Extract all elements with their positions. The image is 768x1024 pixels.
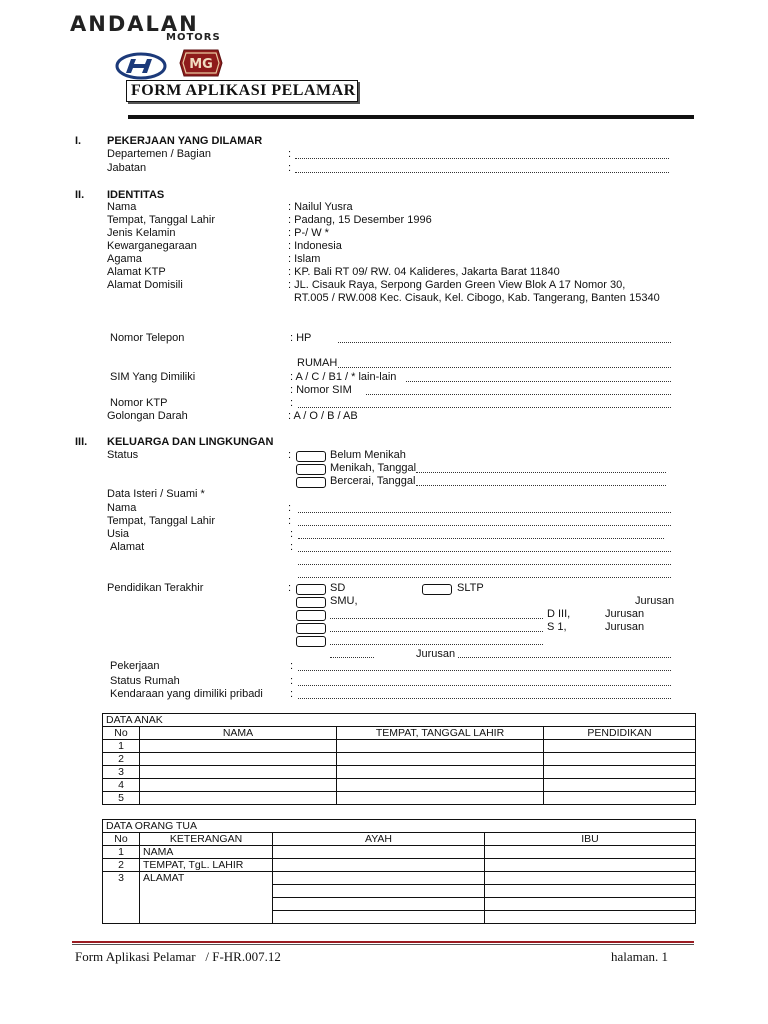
agama-value: : Islam — [288, 253, 321, 265]
pekerjaan-field[interactable] — [298, 670, 671, 671]
data-anak-nama-cell[interactable] — [140, 766, 337, 779]
isteri-suami-label: Data Isteri / Suami * — [107, 488, 205, 500]
kendaraan-colon: : — [290, 688, 294, 700]
data-anak-header-row — [103, 727, 696, 740]
data-anak-ttl-cell[interactable] — [337, 740, 544, 753]
pendidikan-lain-checkbox[interactable] — [296, 636, 326, 647]
table-row — [103, 779, 696, 792]
data-ortu-ibu-cell[interactable] — [485, 872, 696, 885]
data-ortu-ayah-cell[interactable] — [273, 859, 485, 872]
data-anak-ttl-cell[interactable] — [337, 753, 544, 766]
status-bercerai-checkbox[interactable] — [296, 477, 326, 488]
data-anak-no: 1 — [103, 740, 140, 753]
data-anak-ttl-cell[interactable] — [337, 779, 544, 792]
pendidikan-lain-field[interactable] — [330, 644, 543, 645]
telepon-label: Nomor Telepon — [110, 332, 185, 344]
status-rumah-field[interactable] — [298, 685, 671, 686]
pasangan-usia-label: Usia — [107, 528, 130, 540]
data-anak-pendidikan-cell[interactable] — [544, 792, 696, 805]
andalan-logo-text: ANDALAN — [70, 12, 199, 36]
data-anak-pendidikan-cell[interactable] — [544, 779, 696, 792]
pendidikan-d3-field[interactable] — [330, 618, 543, 619]
alamat-ktp-value: : KP. Bali RT 09/ RW. 04 Kalideres, Jakarta Barat 11840 — [288, 266, 560, 278]
kendaraan-label: Kendaraan yang dimiliki pribadi — [110, 688, 263, 700]
pasangan-alamat-field-3[interactable] — [298, 577, 671, 578]
departemen-colon: : — [288, 148, 292, 160]
table-row — [103, 740, 696, 753]
status-bercerai-label: Bercerai, Tanggal — [330, 475, 416, 487]
golongan-darah-label: Golongan Darah — [107, 410, 188, 422]
status-bercerai-date-field[interactable] — [416, 485, 666, 486]
status-belum-menikah-label: Belum Menikah — [330, 449, 406, 461]
telepon-rumah-field[interactable] — [338, 367, 671, 368]
data-anak-header-nama: NAMA — [140, 727, 337, 740]
data-ortu-ibu-cell[interactable] — [485, 911, 696, 924]
section1-title: PEKERJAAN YANG DILAMAR — [107, 135, 263, 147]
pendidikan-s1-jurusan: Jurusan — [605, 621, 645, 633]
pendidikan-d3-jurusan: Jurusan — [605, 608, 645, 620]
table-row — [103, 753, 696, 766]
data-ortu-title-row — [103, 820, 696, 833]
sim-label: SIM Yang Dimiliki — [110, 371, 196, 383]
pendidikan-s1-field[interactable] — [330, 631, 543, 632]
footer-form-code: Form Aplikasi Pelamar / F-HR.007.12 — [75, 949, 281, 964]
jabatan-colon: : — [288, 162, 292, 174]
telepon-rumah-label: RUMAH — [297, 357, 338, 369]
section3-title: KELUARGA DAN LINGKUNGAN — [107, 436, 274, 448]
pasangan-alamat-label: Alamat — [110, 541, 145, 553]
section2-number: II. — [75, 189, 85, 201]
pasangan-alamat-colon: : — [290, 541, 294, 553]
table-row — [103, 872, 696, 885]
footer-rule-red — [72, 941, 694, 943]
data-anak-pendidikan-cell[interactable] — [544, 740, 696, 753]
footer-rule-dark — [72, 944, 694, 945]
data-ortu-ayah-cell[interactable] — [273, 872, 485, 885]
pasangan-nama-label: Nama — [107, 502, 137, 514]
data-anak-table — [102, 713, 696, 805]
alamat-domisili-label: Alamat Domisili — [107, 279, 183, 291]
data-ortu-keterangan: TEMPAT, TgL. LAHIR — [140, 859, 273, 872]
pendidikan-sltp-label: SLTP — [457, 582, 484, 594]
pendidikan-lain-jurusan-field[interactable] — [458, 657, 671, 658]
data-anak-header-no: No — [103, 727, 140, 740]
data-anak-pendidikan-cell[interactable] — [544, 766, 696, 779]
pendidikan-label: Pendidikan Terakhir — [107, 582, 204, 594]
table-row — [103, 859, 696, 872]
form-title-text: FORM APLIKASI PELAMAR — [131, 82, 356, 99]
ttl-value: : Padang, 15 Desember 1996 — [288, 214, 432, 226]
pendidikan-sd-label: SD — [330, 582, 346, 594]
data-ortu-header-ayah: AYAH — [273, 833, 485, 846]
telepon-hp-field[interactable] — [338, 342, 671, 343]
status-belum-menikah-checkbox[interactable] — [296, 451, 326, 462]
data-anak-no: 3 — [103, 766, 140, 779]
table-row — [103, 766, 696, 779]
nomor-ktp-label: Nomor KTP — [110, 397, 168, 409]
jenis-kelamin-label: Jenis Kelamin — [107, 227, 176, 239]
status-menikah-date-field[interactable] — [416, 472, 666, 473]
data-ortu-header-no: No — [103, 833, 140, 846]
data-ortu-keterangan: NAMA — [140, 846, 273, 859]
data-ortu-no: 3 — [103, 872, 140, 924]
jenis-kelamin-value: : P-/ W * — [288, 227, 329, 239]
pasangan-nama-colon: : — [288, 502, 292, 514]
kewarganegaraan-value: : Indonesia — [288, 240, 342, 252]
data-ortu-ayah-cell[interactable] — [273, 846, 485, 859]
data-ortu-header-row — [103, 833, 696, 846]
form-title — [126, 80, 358, 102]
pasangan-ttl-field[interactable] — [298, 525, 671, 526]
alamat-ktp-label: Alamat KTP — [107, 266, 166, 278]
data-anak-no: 2 — [103, 753, 140, 766]
status-colon: : — [288, 449, 292, 461]
table-row — [103, 846, 696, 859]
data-ortu-ibu-cell[interactable] — [485, 859, 696, 872]
golongan-darah-value: : A / O / B / AB — [288, 410, 358, 422]
data-anak-ttl-cell[interactable] — [337, 766, 544, 779]
pekerjaan-label: Pekerjaan — [110, 660, 160, 672]
section3-number: III. — [75, 436, 88, 448]
data-anak-no: 5 — [103, 792, 140, 805]
data-anak-nama-cell[interactable] — [140, 792, 337, 805]
section1-number: I. — [75, 135, 82, 147]
data-anak-nama-cell[interactable] — [140, 779, 337, 792]
data-ortu-ayah-cell[interactable] — [273, 885, 485, 898]
data-anak-nama-cell[interactable] — [140, 740, 337, 753]
pendidikan-s1-label: S 1, — [547, 621, 567, 633]
agama-label: Agama — [107, 253, 142, 265]
header-rule — [128, 115, 694, 119]
status-menikah-checkbox[interactable] — [296, 464, 326, 475]
sim-field[interactable] — [406, 381, 671, 382]
departemen-field[interactable] — [295, 158, 669, 159]
pasangan-nama-field[interactable] — [298, 512, 671, 513]
data-anak-header-ttl: TEMPAT, TANGGAL LAHIR — [337, 727, 544, 740]
jabatan-label: Jabatan — [107, 162, 147, 174]
pasangan-usia-field[interactable] — [298, 538, 664, 539]
pendidikan-smu-label: SMU, — [330, 595, 358, 607]
pasangan-alamat-field-1[interactable] — [298, 551, 671, 552]
footer-page-number: halaman. 1 — [611, 949, 669, 964]
data-ortu-header-ibu: IBU — [485, 833, 696, 846]
pendidikan-sd-checkbox[interactable] — [296, 584, 326, 595]
pendidikan-lain-jurusan: Jurusan — [416, 648, 456, 660]
data-anak-pendidikan-cell[interactable] — [544, 753, 696, 766]
section2-title: IDENTITAS — [107, 189, 165, 201]
kendaraan-field[interactable] — [298, 698, 671, 699]
pekerjaan-colon: : — [290, 660, 294, 672]
pendidikan-colon: : — [288, 582, 292, 594]
nama-value: : Nailul Yusra — [288, 201, 353, 213]
data-anak-header-pendidikan: PENDIDIKAN — [544, 727, 696, 740]
sim-value: : A / C / B1 / * lain-lain — [290, 371, 397, 383]
alamat-domisili-value-2: RT.005 / RW.008 Kec. Cisauk, Kel. Cibogo, Kab. Tangerang, Banten 15340 — [294, 292, 660, 304]
data-ortu-keterangan: ALAMAT — [140, 872, 273, 924]
kewarganegaraan-label: Kewarganegaraan — [107, 240, 197, 252]
sim-nomor-field[interactable] — [366, 394, 671, 395]
data-ortu-title: DATA ORANG TUA — [103, 820, 696, 833]
data-anak-title: DATA ANAK — [103, 714, 696, 727]
status-rumah-colon: : — [290, 675, 294, 687]
jabatan-field[interactable] — [295, 172, 669, 173]
hyundai-logo-icon — [115, 52, 167, 80]
data-anak-no: 4 — [103, 779, 140, 792]
pendidikan-smu-checkbox[interactable] — [296, 597, 326, 608]
pasangan-alamat-field-2[interactable] — [298, 564, 671, 565]
alamat-domisili-value-1: : JL. Cisauk Raya, Serpong Garden Green View Blok A 17 Nomor 30, — [288, 279, 626, 291]
data-anak-nama-cell[interactable] — [140, 753, 337, 766]
pendidikan-smu-jurusan: Jurusan — [635, 595, 675, 607]
status-rumah-label: Status Rumah — [110, 675, 180, 687]
motors-logo-text: MOTORS — [166, 32, 221, 43]
sim-nomor-label: : Nomor SIM — [290, 384, 352, 396]
data-ortu-no: 1 — [103, 846, 140, 859]
data-ortu-no: 2 — [103, 859, 140, 872]
pasangan-ttl-colon: : — [288, 515, 292, 527]
pendidikan-sltp-checkbox[interactable] — [422, 584, 452, 595]
mg-logo-text: MG — [189, 57, 213, 72]
data-orang-tua-table — [102, 819, 696, 924]
nomor-ktp-colon: : — [290, 397, 294, 409]
ttl-label: Tempat, Tanggal Lahir — [107, 214, 216, 226]
data-ortu-ayah-cell[interactable] — [273, 911, 485, 924]
pendidikan-d3-label: D III, — [547, 608, 571, 620]
pendidikan-lain-field-2[interactable] — [330, 657, 374, 658]
data-ortu-ibu-cell[interactable] — [485, 898, 696, 911]
pasangan-usia-colon: : — [290, 528, 294, 540]
pendidikan-d3-checkbox[interactable] — [296, 610, 326, 621]
data-anak-title-row — [103, 714, 696, 727]
table-row — [103, 792, 696, 805]
departemen-label: Departemen / Bagian — [107, 148, 211, 160]
status-label: Status — [107, 449, 139, 461]
data-anak-ttl-cell[interactable] — [337, 792, 544, 805]
telepon-hp-label: : HP — [290, 332, 312, 344]
nomor-ktp-field[interactable] — [298, 407, 671, 408]
mg-logo-icon — [178, 46, 224, 80]
data-ortu-ibu-cell[interactable] — [485, 846, 696, 859]
pasangan-ttl-label: Tempat, Tanggal Lahir — [107, 515, 216, 527]
data-ortu-ibu-cell[interactable] — [485, 885, 696, 898]
data-ortu-ayah-cell[interactable] — [273, 898, 485, 911]
status-menikah-label: Menikah, Tanggal — [330, 462, 417, 474]
pendidikan-s1-checkbox[interactable] — [296, 623, 326, 634]
nama-label: Nama — [107, 201, 137, 213]
data-ortu-header-keterangan: KETERANGAN — [140, 833, 273, 846]
